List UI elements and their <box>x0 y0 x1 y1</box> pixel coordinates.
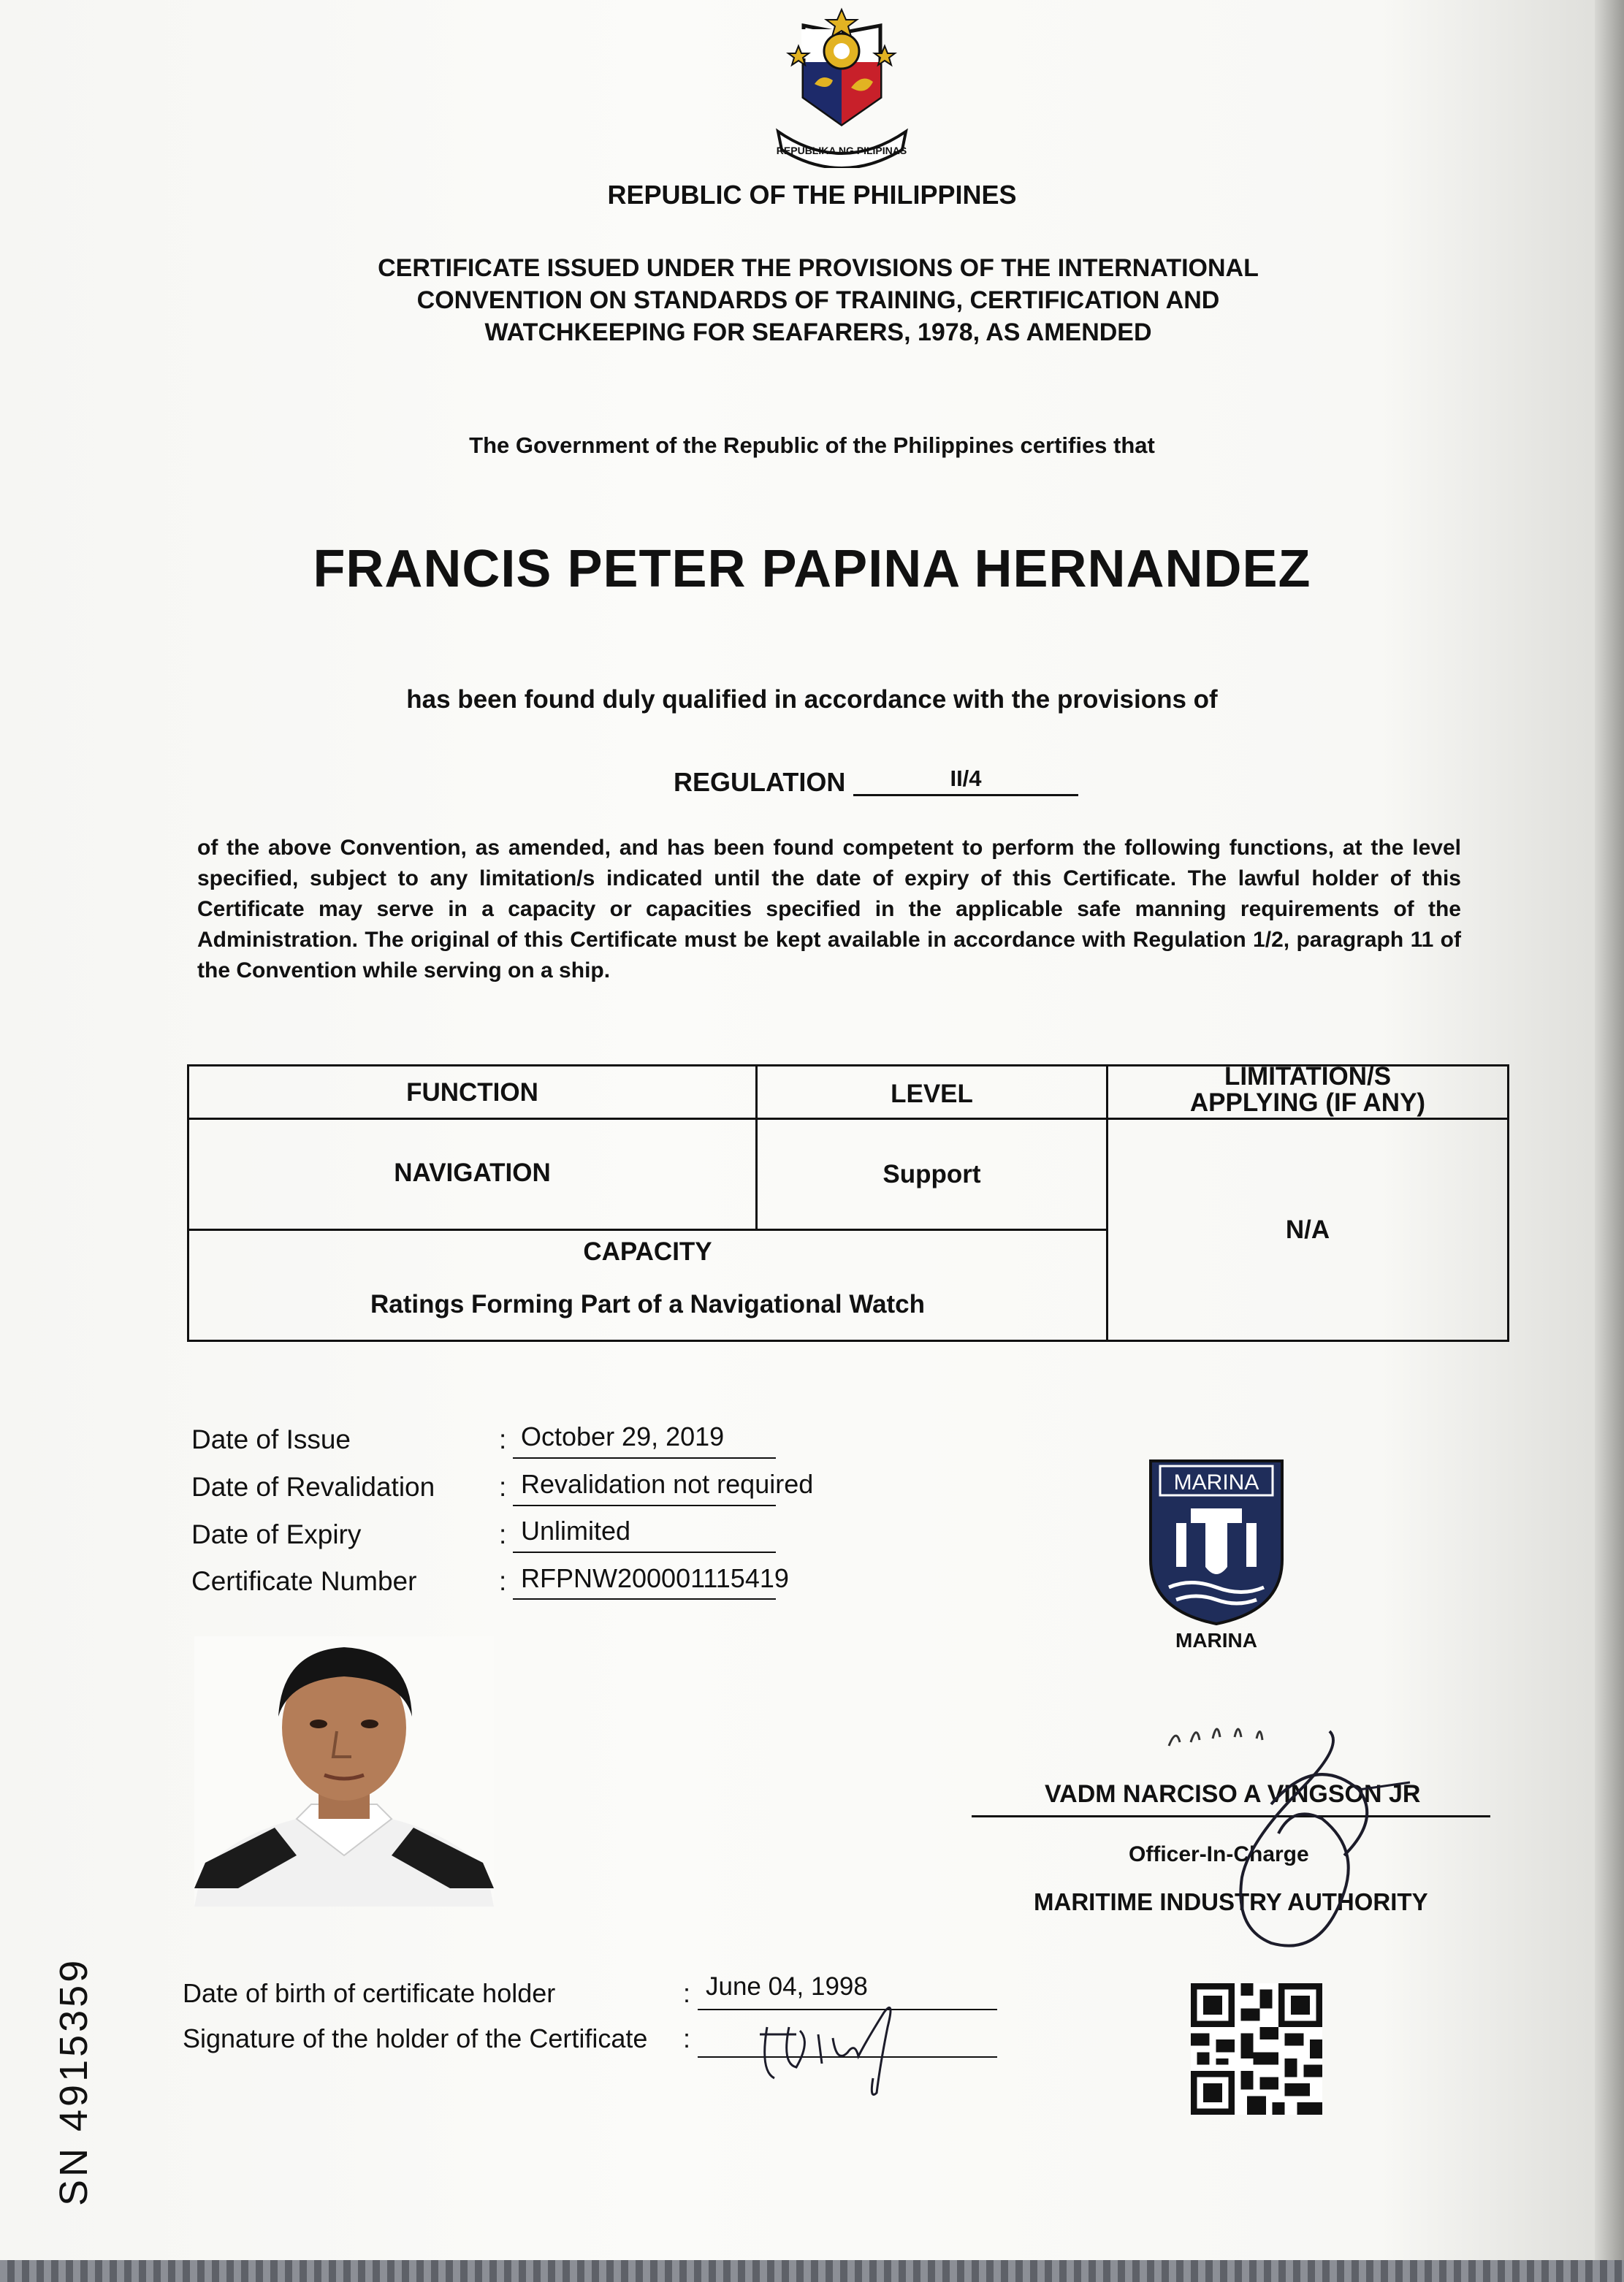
authority-name: MARITIME INDUSTRY AUTHORITY <box>1034 1888 1428 1915</box>
capacity-value: Ratings Forming Part of a Navigational Watch <box>370 1290 926 1319</box>
holder-signature-label: Signature of the holder of the Certificate <box>183 2023 648 2053</box>
table-divider <box>189 1118 1507 1120</box>
qualification-statement: has been found duly qualified in accordance with the provisions of <box>406 685 1218 714</box>
scan-bottom-edge <box>0 2260 1624 2282</box>
holder-name: FRANCIS PETER PAPINA HERNANDEZ <box>313 540 1311 598</box>
serial-number-text: SN 4915359 <box>52 1957 96 2206</box>
limitation-header-line: APPLYING (IF ANY) <box>1189 1088 1426 1117</box>
field-underline <box>513 1598 776 1600</box>
serial-number <box>44 1914 102 2206</box>
marina-emblem-icon <box>1147 1457 1286 1625</box>
colon: : <box>499 1472 507 1502</box>
colon: : <box>499 1519 507 1549</box>
limitation-header <box>1108 1064 1507 1116</box>
level-value: Support <box>882 1160 981 1188</box>
birth-date-label: Date of birth of certificate holder <box>183 1978 556 2008</box>
expiry-date-label: Date of Expiry <box>191 1519 362 1549</box>
country-title: REPUBLIC OF THE PHILIPPINES <box>607 180 1017 210</box>
function-value: NAVIGATION <box>394 1159 551 1187</box>
certificate-number-label: Certificate Number <box>191 1566 417 1596</box>
government-statement: The Government of the Republic of the Philippines certifies that <box>469 432 1155 458</box>
marina-label: MARINA <box>1175 1629 1257 1652</box>
holder-photo <box>194 1636 494 1907</box>
regulation-label: REGULATION <box>674 767 846 797</box>
holder-signature <box>738 1983 942 2100</box>
colon: : <box>499 1566 507 1596</box>
convention-line: WATCHKEEPING FOR SEAFARERS, 1978, AS AMENDED <box>484 318 1152 346</box>
function-table <box>187 1064 1509 1342</box>
officer-name: VADM NARCISO A VINGSON JR <box>1045 1780 1421 1808</box>
limitation-value: N/A <box>1285 1216 1330 1244</box>
field-underline <box>513 1552 776 1553</box>
regulation-value: II/4 <box>950 766 982 791</box>
officer-signature <box>1081 1702 1461 1972</box>
convention-line: CERTIFICATE ISSUED UNDER THE PROVISIONS OF THE INTERNATIONAL <box>378 254 1259 282</box>
field-underline <box>513 1457 776 1459</box>
regulation-underline <box>853 794 1078 796</box>
birth-date-value: June 04, 1998 <box>706 1972 868 2001</box>
certificate-number-value: RFPNW200001115419 <box>521 1563 789 1593</box>
table-divider <box>189 1229 1107 1231</box>
issue-date-label: Date of Issue <box>191 1424 351 1454</box>
issue-date-value: October 29, 2019 <box>521 1422 725 1451</box>
qr-code-icon <box>1191 1983 1322 2115</box>
level-header: LEVEL <box>891 1080 973 1108</box>
competence-paragraph: of the above Convention, as amended, and has been found competent to perform the following functions, at the level specified, subject to any limitation/s indicated until the date of expiry of this Certificate. The lawful holder of this Certificate may serve in a capacity or capacities specified in the applicable safe manning requirements of the Administration. The original of this Certificate must be kept available in accordance with Regulation 1/2, paragraph 11 of the Convention while serving on a ship. <box>197 836 1461 982</box>
capacity-header: CAPACITY <box>583 1237 712 1266</box>
officer-title: Officer-In-Charge <box>1129 1842 1309 1866</box>
colon: : <box>683 1978 691 2008</box>
svg-text:MARINA: MARINA <box>1173 1470 1259 1495</box>
field-underline <box>513 1505 776 1506</box>
colon: : <box>499 1424 507 1454</box>
limitation-header-line: LIMITATION/S <box>1224 1062 1392 1091</box>
colon: : <box>683 2023 691 2053</box>
svg-text:REPUBLIKA NG PILIPINAS: REPUBLIKA NG PILIPINAS <box>776 145 907 156</box>
convention-statement <box>307 252 1330 348</box>
scan-edge-shadow <box>1595 0 1624 2282</box>
expiry-date-value: Unlimited <box>521 1516 631 1546</box>
philippine-seal-icon <box>763 4 920 168</box>
revalidation-date-value: Revalidation not required <box>521 1469 814 1499</box>
convention-line: CONVENTION ON STANDARDS OF TRAINING, CERTIFICATION AND <box>416 286 1220 314</box>
revalidation-date-label: Date of Revalidation <box>191 1472 435 1502</box>
function-header: FUNCTION <box>406 1078 538 1107</box>
